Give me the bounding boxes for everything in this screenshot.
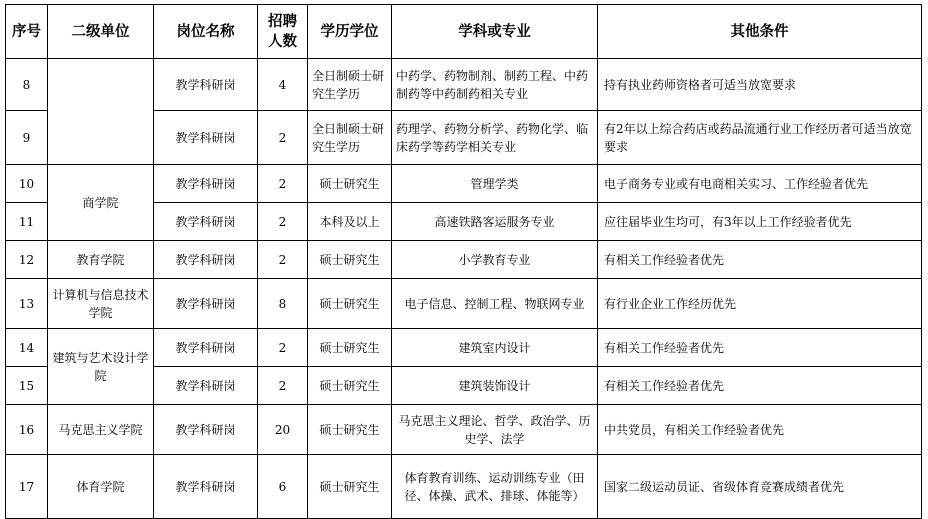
cell-major: 药理学、药物分析学、药物化学、临床药学等药学相关专业	[392, 111, 598, 165]
header-other: 其他条件	[598, 5, 922, 59]
cell-post: 教学科研岗	[154, 203, 258, 241]
header-degree: 学历学位	[308, 5, 392, 59]
cell-degree: 全日制硕士研究生学历	[308, 59, 392, 111]
cell-unit	[48, 59, 154, 165]
cell-degree: 硕士研究生	[308, 241, 392, 279]
cell-other: 电子商务专业或有电商相关实习、工作经验者优先	[598, 165, 922, 203]
cell-post: 教学科研岗	[154, 367, 258, 405]
table-row	[6, 405, 922, 455]
cell-unit: 体育学院	[48, 455, 154, 519]
cell-major: 马克思主义理论、哲学、政治学、历史学、法学	[392, 405, 598, 455]
table-row	[6, 165, 922, 203]
cell-count: 4	[258, 59, 308, 111]
cell-post: 教学科研岗	[154, 279, 258, 329]
cell-other: 有相关工作经验者优先	[598, 241, 922, 279]
table-row	[6, 279, 922, 329]
cell-degree: 硕士研究生	[308, 279, 392, 329]
header-seq: 序号	[6, 5, 48, 59]
cell-degree: 全日制硕士研究生学历	[308, 111, 392, 165]
recruitment-table	[5, 4, 922, 519]
cell-post: 教学科研岗	[154, 59, 258, 111]
header-count: 招聘人数	[258, 5, 308, 59]
cell-seq: 8	[6, 59, 48, 111]
cell-other: 有相关工作经验者优先	[598, 367, 922, 405]
header-post: 岗位名称	[154, 5, 258, 59]
cell-post: 教学科研岗	[154, 455, 258, 519]
table-row	[6, 455, 922, 519]
cell-count: 8	[258, 279, 308, 329]
cell-unit: 商学院	[48, 165, 154, 241]
cell-degree: 硕士研究生	[308, 329, 392, 367]
cell-count: 2	[258, 367, 308, 405]
cell-major: 电子信息、控制工程、物联网专业	[392, 279, 598, 329]
header-unit: 二级单位	[48, 5, 154, 59]
cell-other: 国家二级运动员证、省级体育竞赛成绩者优先	[598, 455, 922, 519]
cell-count: 6	[258, 455, 308, 519]
cell-seq: 16	[6, 405, 48, 455]
cell-seq: 10	[6, 165, 48, 203]
cell-other: 中共党员，有相关工作经验者优先	[598, 405, 922, 455]
cell-major: 高速铁路客运服务专业	[392, 203, 598, 241]
cell-post: 教学科研岗	[154, 405, 258, 455]
cell-post: 教学科研岗	[154, 165, 258, 203]
cell-major: 建筑室内设计	[392, 329, 598, 367]
cell-post: 教学科研岗	[154, 241, 258, 279]
cell-seq: 15	[6, 367, 48, 405]
cell-count: 2	[258, 165, 308, 203]
cell-degree: 硕士研究生	[308, 367, 392, 405]
cell-other: 应往届毕业生均可，有3年以上工作经验者优先	[598, 203, 922, 241]
cell-major: 建筑装饰设计	[392, 367, 598, 405]
cell-degree: 硕士研究生	[308, 405, 392, 455]
cell-major: 小学教育专业	[392, 241, 598, 279]
table-row	[6, 329, 922, 367]
cell-count: 2	[258, 241, 308, 279]
cell-major: 体育教育训练、运动训练专业（田径、体操、武术、排球、体能等）	[392, 455, 598, 519]
cell-major: 管理学类	[392, 165, 598, 203]
cell-degree: 硕士研究生	[308, 455, 392, 519]
cell-count: 2	[258, 329, 308, 367]
cell-other: 有相关工作经验者优先	[598, 329, 922, 367]
cell-unit: 计算机与信息技术学院	[48, 279, 154, 329]
table-row	[6, 241, 922, 279]
cell-degree: 硕士研究生	[308, 165, 392, 203]
cell-seq: 12	[6, 241, 48, 279]
cell-count: 2	[258, 203, 308, 241]
cell-degree: 本科及以上	[308, 203, 392, 241]
header-major: 学科或专业	[392, 5, 598, 59]
cell-seq: 17	[6, 455, 48, 519]
cell-seq: 11	[6, 203, 48, 241]
cell-post: 教学科研岗	[154, 329, 258, 367]
cell-seq: 14	[6, 329, 48, 367]
cell-post: 教学科研岗	[154, 111, 258, 165]
cell-unit: 建筑与艺术设计学院	[48, 329, 154, 405]
cell-count: 2	[258, 111, 308, 165]
cell-seq: 9	[6, 111, 48, 165]
cell-other: 有行业企业工作经历优先	[598, 279, 922, 329]
cell-other: 有2年以上综合药店或药品流通行业工作经历者可适当放宽要求	[598, 111, 922, 165]
cell-unit: 教育学院	[48, 241, 154, 279]
header-row	[6, 5, 922, 59]
cell-count: 20	[258, 405, 308, 455]
cell-other: 持有执业药师资格者可适当放宽要求	[598, 59, 922, 111]
cell-seq: 13	[6, 279, 48, 329]
cell-unit: 马克思主义学院	[48, 405, 154, 455]
table-row	[6, 59, 922, 111]
cell-major: 中药学、药物制剂、制药工程、中药制药等中药制药相关专业	[392, 59, 598, 111]
